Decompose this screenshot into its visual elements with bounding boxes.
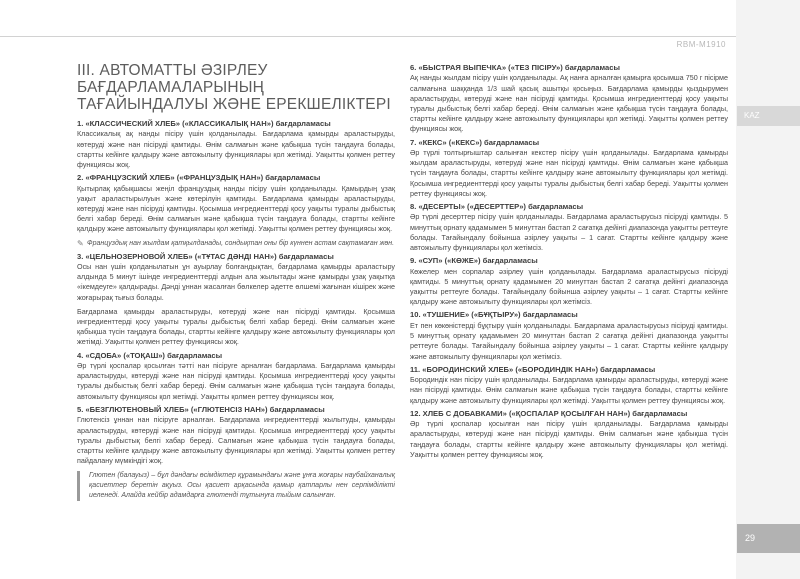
section-heading: 4. «СДОБА» («ТОҚАШ») бағдарламасы bbox=[77, 350, 223, 360]
section-text: Әр түрлі десерттер пісіру үшін қолданылады. Бағдарлама араластырусыз пісіруді қамтиды. 5 минуттық орнату қадамымен 5 минуттан бастап 2 сағатқа дейінгі диапазонда уақытты реттеуге болады. Тағайындалу бойынша әзірлеу уақыты – 1 сағат. Стартты кейінге қалдыру және автожылыту функциялары қол жетімсіз. bbox=[410, 212, 728, 253]
tip-text: Глютен (балауыз) – бұл дәндағы өсімдіктер құрамындағы және ұнға жоғары наубайханалық қасиеттер беретін ақуыз. Осы қасиет арқасында қамыр қатпарлы нен серпімділікті иеленеді. Алайда кейбір адамдарға глютенді тұтынуға тыйым салынған. bbox=[89, 472, 395, 500]
section-text: Ақ нанды жылдам пісіру үшін қолданылады. Ақ нанға арналған қамырға қосымша 750 г пісірме салмағына шаққанда 1/3 шай қасық ашытқы қосыңыз. Бағдарлама қамырды қыздырумен араластыруды, көтеруді және нан пісіруді қамтиды. Қосымша ингредиенттерді қосу уақыты туралы дыбыстық белгі хабар береді. Өнім салмағын және қабықша түсін таңдауға болады, стартты кейінге қалдыру және автожылыту функциялары қол жетімді. Уақытты қолмен реттеу функциясы жоқ. bbox=[410, 73, 728, 134]
side-strip bbox=[736, 0, 800, 579]
note-text: Француздық нан жылдам қатқылданады, сондықтан оны бір күннен астам сақтамаған жөн. bbox=[87, 239, 395, 247]
section-heading: 10. «ТУШЕНИЕ» («БҰҚТЫРУ») бағдарламасы bbox=[410, 310, 578, 320]
section-text: Ет пен көкөністерді бұқтыру үшін қолданылады. Бағдарлама араластырусыз пісіруді қамтиды. 5 минуттық орнату қадамымен 20 минуттан бастап 2 сағатқа дейінгі диапазонда уақытты реттеуге болады. Тағайындалу бойынша әзірлеу уақыты – 1 сағат. Стартты кейінге қалдыру және автожылыту функциялары қол жетімсіз. bbox=[410, 320, 728, 361]
section-heading: 7. «КЕКС» («КЕКС») бағдарламасы bbox=[410, 137, 540, 147]
section-heading: 6. «БЫСТРАЯ ВЫПЕЧКА» («ТЕЗ ПІСІРУ») бағдарламасы bbox=[410, 63, 620, 72]
section-text: Әр түрлі толтырғыштар салынған кекстер пісіру үшін қолданылады. Бағдарлама қамырды жылдам араластыруды, көтеруді және нан пісіруді қамтиды. Өнім салмағын және қабықша түсін таңдауға болады, стартты кейінге қалдыру және автожылыту функциялары қол жетімді. Қосымша ингредиенттерді қосу уақыты туралы дыбыстық белгі хабар береді. Уақытты қолмен реттеу функциясы жоқ. bbox=[410, 148, 728, 198]
tip-box bbox=[77, 471, 395, 501]
tip-bar bbox=[77, 471, 80, 501]
section-text: Бағдарлама қамырды араластыруды, көтеруді және нан пісіруді қамтиды. Қосымша ингредиенттерді қосу уақыты туралы дыбыстық белгі хабар береді. Өнім салмағын және қабықша түсін таңдауға болады, стартты кейінге қалдыру және автожылыту функциялары қол жетімді. Уақытты қолмен реттеу функциясы жоқ. bbox=[77, 306, 395, 347]
section-text: Бородиндік нан пісіру үшін қолданылады. Бағдарлама қамырды араластыруды, көтеруді және нан пісіруді қамтиды. Өнім салмағын және қабықша түсін таңдауға болады, стартты кейінге қалдыру және автожылыту функциялары қол жетімді. Уақытты қолмен реттеу функциясы жоқ. bbox=[410, 375, 728, 405]
left-column bbox=[77, 62, 395, 501]
section-heading: 1. «КЛАССИЧЕСКИЙ ХЛЕБ» («КЛАССИКАЛЫҚ НАН») бағдарламасы bbox=[77, 119, 331, 128]
model-number: RBM-M1910 bbox=[676, 40, 726, 49]
note bbox=[77, 239, 395, 249]
page-title: III. АВТОМАТТЫ ӘЗІРЛЕУ БАҒДАРЛАМАЛАРЫНЫҢ ТАҒАЙЫНДАЛУЫ ЖӘНЕ ЕРЕКШЕЛІКТЕРІ bbox=[77, 62, 391, 113]
right-column bbox=[410, 60, 728, 460]
page-number: 29 bbox=[737, 524, 800, 553]
section-heading: 9. «СУП» («КӨЖЕ») бағдарламасы bbox=[410, 256, 538, 266]
section-text: Глютенсіз ұннан нан пісіруге арналған. Бағдарлама ингредиенттерді жылытуды, қамырды араластыруды, көтеруді және нан пісіруді қамтиды. Қосымша ингредиенттерді қосу уақыты туралы дыбыстық белгі хабар береді. Салмағын және қабықша түсін таңдауға болады, стартты кейінге қалдыру және автожылыту функциялары қол жетімді. Уақытты қолмен реттеу пайдалану мүмкіндігі жоқ. bbox=[77, 415, 395, 466]
section-text: Әр түрлі қоспалар қосылған нан пісіру үшін қолданылады. Бағдарлама қамырды араластыруды, көтеруді және нан пісіруді қамтиды. Өнім салмағын және қабықша түсін таңдауға болады, стартты кейінге қалдыру және автожылыту функциялары қол жетімді. Уақытты қолмен реттеу функциясы жоқ. bbox=[410, 419, 728, 459]
section-heading: 11. «БОРОДИНСКИЙ ХЛЕБ» («БОРОДИНДІК НАН») бағдарламасы bbox=[410, 364, 656, 374]
pencil-icon: ✎ bbox=[77, 238, 84, 248]
header-rule bbox=[0, 36, 736, 37]
section-heading: 8. «ДЕСЕРТЫ» («ДЕСЕРТТЕР») бағдарламасы bbox=[410, 202, 584, 212]
section-text: Осы нан үшін қолданылатын ұн ауырлау болғандықтан, бағдарлама қамырды араластыру алдында 5 минут ішінде ингредиенттерді алдын ала жылытады және қамырды ұзақ уақытқа «ікемдеуге» қалдырады. Дәнді ұннан жасалған бөлкелер әдетте өлшемі жағынан кішірек және жоғарырақ тығыз болады. bbox=[77, 262, 395, 302]
section-heading: 3. «ЦЕЛЬНОЗЕРНОВОЙ ХЛЕБ» («ТҰТАС ДӘНДІ НАН») бағдарламасы bbox=[77, 251, 334, 261]
section-text: Қытырлақ қабықшасы жеңіл француздық нанды пісіру үшін қолданылады. Қамырдың ұзақ уақыт араластырылуын және көтерілуін қамтиды. Бағдарлама қамырды араластыруды, көтеруді және нан пісіруді қамтиды. Қосымша ингредиенттерді қосу уақыты туралы дыбыстық белгі хабар береді. Өнім салмағын және қабықша түсін таңдауға болады, стартты кейінге қалдыру және автожылыту функциялары қол жетімді. Уақытты қолмен реттеу функциясы жоқ. bbox=[77, 183, 395, 234]
section-heading: 12. ХЛЕБ С ДОБАВКАМИ» («ҚОСПАЛАР ҚОСЫЛҒАН НАН») бағдарламасы bbox=[410, 408, 688, 418]
language-tab: KAZ bbox=[737, 106, 800, 126]
section-text: Әр түрлі қоспалар қосылған тәтті нан пісіруге арналған бағдарлама. Бағдарлама қамырды араластыруды, көтеруді және нан пісіруді қамтиды. Қосымша ингредиенттерді қосу уақыты туралы дыбыстық белгі хабар береді. Өнім салмағын және қабықша түсін таңдауға болады, автожылыту функциясы қол жетімді. Уақытты қолмен реттеу функциясы жоқ. bbox=[77, 361, 395, 401]
section-heading: 5. «БЕЗГЛЮТЕНОВЫЙ ХЛЕБ» («ГЛЮТЕНСІЗ НАН») бағдарламасы bbox=[77, 404, 325, 414]
section-text: Көжелер мен сорпалар әзірлеу үшін қолданылады. Бағдарлама араластырусыз пісіруді қамтиды. 5 минуттық орнату қадамымен 20 минуттан бастап 2 сағатқа дейінгі диапазонда уақытты реттеуге болады. Тағайындалу бойынша әзірлеу уақыты – 1 сағат. Стартты кейінге қалдыру және автожылыту функциялары қол жетімсіз. bbox=[410, 266, 728, 307]
section-text: Классикалық ақ нанды пісіру үшін қолданылады. Бағдарлама қамырды араластыруды, көтеруді және нан пісіруді қамтиды. Өнім салмағын және қабықша түсін таңдауға болады, стартты кейінге қалдыру және автожылыту функциялары қол жетімді. Уақытты қолмен реттеу функциясы жоқ. bbox=[77, 129, 395, 170]
section-heading: 2. «ФРАНЦУЗСКИЙ ХЛЕБ» («ФРАНЦУЗДЫҚ НАН») бағдарламасы bbox=[77, 173, 321, 183]
